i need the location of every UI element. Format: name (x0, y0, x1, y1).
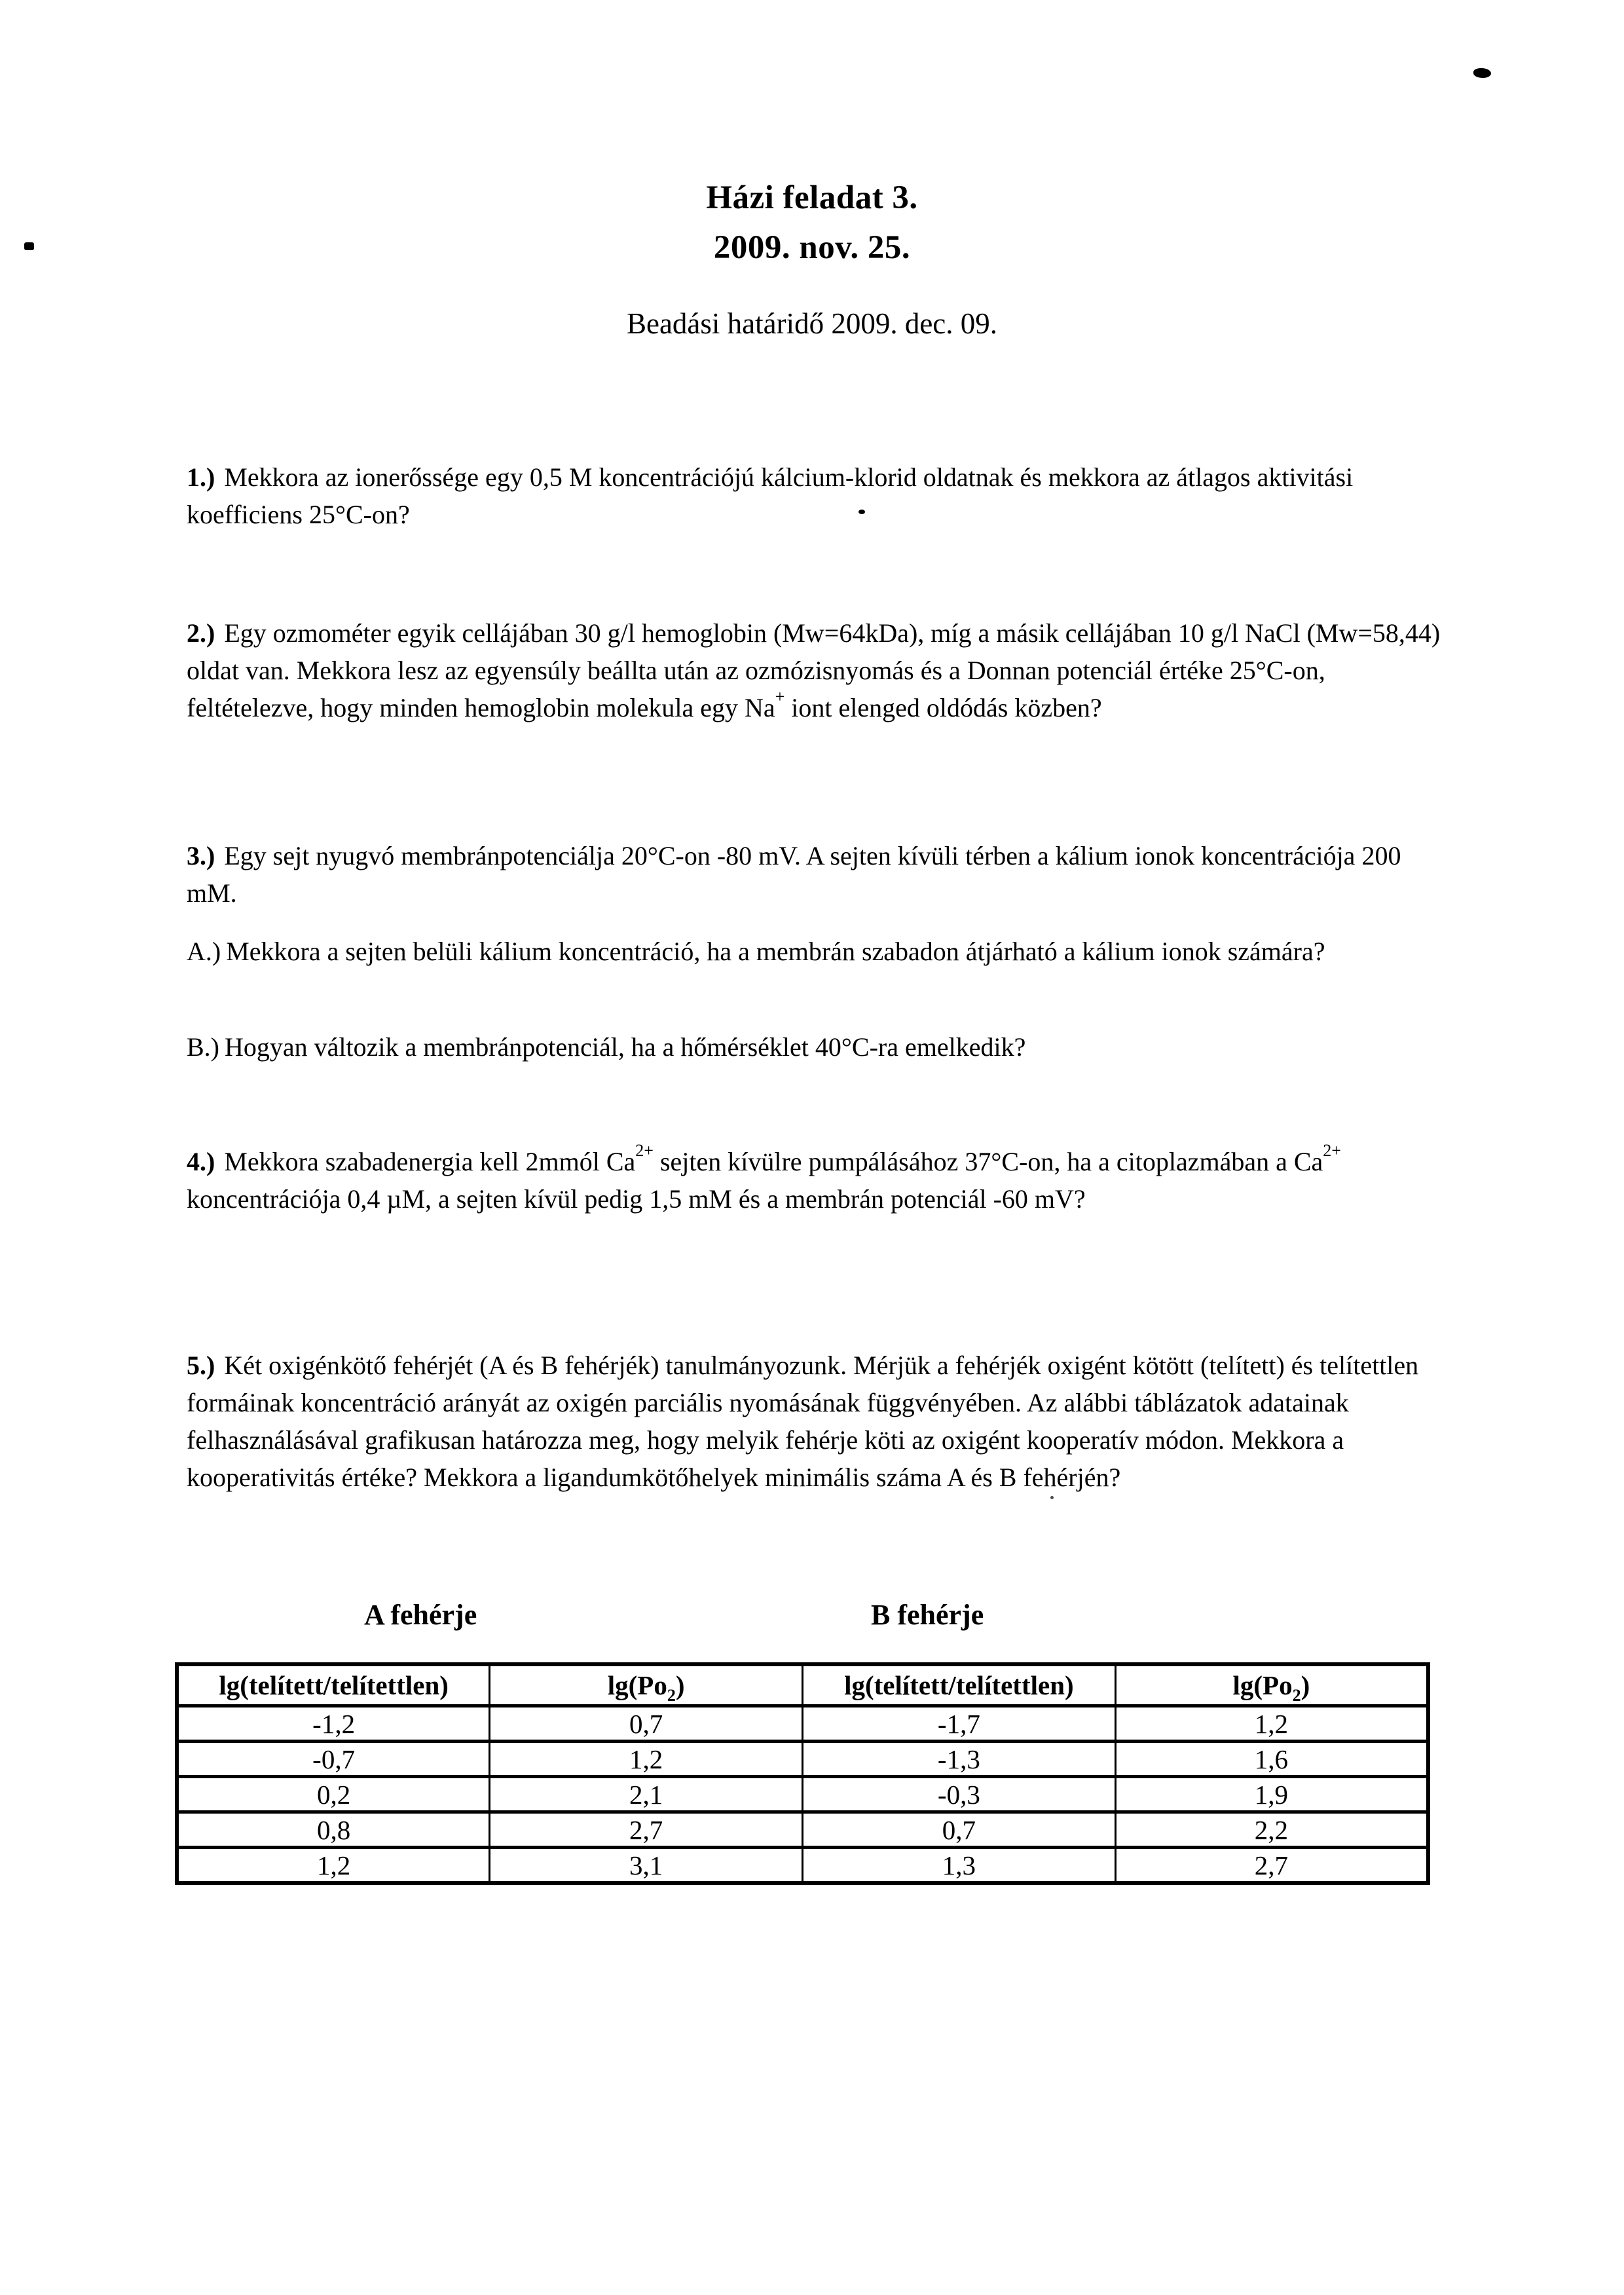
table-cell: 2,7 (490, 1812, 803, 1848)
superscript-2plus: 2+ (1323, 1141, 1341, 1160)
table-cell: 1,2 (177, 1848, 490, 1884)
question-2-text-cont: iont elenged oldódás közben? (784, 693, 1102, 722)
table-cell: 1,3 (803, 1848, 1116, 1884)
table-cell: 1,2 (490, 1742, 803, 1777)
question-3 (187, 837, 1447, 912)
question-1 (187, 458, 1447, 533)
question-4-text-end: koncentrációja 0,4 µM, a sejten kívül pedig 1,5 mM és a membrán potenciál -60 mV? (187, 1184, 1086, 1214)
table-cell: -1,2 (177, 1706, 490, 1742)
question-5-text: Két oxigénkötő fehérjét (A és B fehérjék) tanulmányozunk. Mérjük a fehérjék oxigént kötött (telített) és telítettlen formáinak koncentráció arányát az oxigén parciális nyomásának függvényében. Az alábbi táblázatok adatainak felhasználásával grafikusan határozza meg, hogy melyik fehérje köti az oxigént kooperatív módon. Mekkora a kooperativitás értéke? Mekkora a ligandumkötőhelyek minimális száma A és B fehérjén? (187, 1351, 1419, 1492)
question-1-label: 1.) (187, 462, 215, 492)
question-5 (187, 1347, 1447, 1496)
col-header-ratio-b (803, 1664, 1116, 1706)
table-cell: 0,2 (177, 1777, 490, 1812)
scan-artifact (1473, 68, 1491, 78)
table-cell: 0,7 (803, 1812, 1116, 1848)
title-line-2: 2009. nov. 25. (713, 229, 911, 266)
col-header-lgpo2-b (1115, 1664, 1428, 1706)
question-3a-text: Mekkora a sejten belüli kálium koncentráció, ha a membrán szabadon átjárható a kálium ionok számára? (226, 937, 1325, 966)
question-4-label: 4.) (187, 1147, 215, 1176)
table-cell: 2,2 (1115, 1812, 1428, 1848)
question-4-text: Mekkora szabadenergia kell 2mmól Ca (224, 1147, 636, 1176)
question-2-text: Egy ozmométer egyik cellájában 30 g/l hemoglobin (Mw=64kDa), míg a másik cellájában 10 g/l NaCl (Mw=58,44) oldat van. Mekkora lesz az egyensúly beállta után az ozmózisnyomás és a Donnan potenciál értéke 25°C-on, feltételezve, hogy minden hemoglobin molekula egy Na (187, 618, 1441, 722)
question-3b-text: Hogyan változik a membránpotenciál, ha a hőmérséklet 40°C-ra emelkedik? (225, 1032, 1026, 1062)
scan-artifact (1050, 1496, 1054, 1499)
question-4 (187, 1143, 1447, 1218)
col-header-label: lg(telített/telítettlen) (844, 1670, 1074, 1700)
question-1-text: Mekkora az ionerőssége egy 0,5 M koncentrációjú kálcium-klorid oldatnak és mekkora az átlagos aktivitási koefficiens 25°C-on? (187, 462, 1354, 529)
table-row (177, 1706, 1428, 1742)
col-header-label: ) (675, 1670, 685, 1700)
oxygen-binding-data-table (175, 1662, 1430, 1885)
table-cell: 0,8 (177, 1812, 490, 1848)
table-cell: 1,6 (1115, 1742, 1428, 1777)
protein-a-caption: A fehérje (364, 1599, 477, 1631)
deadline-line: Beadási határidő 2009. dec. 09. (626, 307, 998, 340)
table-cell: 1,2 (1115, 1706, 1428, 1742)
col-header-ratio-a (177, 1664, 490, 1706)
subscript-2: 2 (1292, 1686, 1301, 1705)
question-3-text: Egy sejt nyugvó membránpotenciálja 20°C-on -80 mV. A sejten kívüli térben a kálium ionok koncentrációja 200 mM. (187, 841, 1401, 908)
col-header-label: ) (1301, 1670, 1310, 1700)
table-cell: -1,7 (803, 1706, 1116, 1742)
superscript-2plus: 2+ (635, 1141, 654, 1160)
table-cell: -0,7 (177, 1742, 490, 1777)
title-line-1: Házi feladat 3. (706, 179, 918, 216)
superscript-plus: + (775, 687, 785, 706)
question-3a (187, 933, 1447, 970)
question-3a-label: A.) (187, 937, 221, 966)
question-2-label: 2.) (187, 618, 215, 648)
table-row (177, 1742, 1428, 1777)
table-cell: -1,3 (803, 1742, 1116, 1777)
col-header-lgpo2-a (490, 1664, 803, 1706)
question-3b (187, 1028, 1447, 1066)
table-row (177, 1848, 1428, 1884)
table-row (177, 1777, 1428, 1812)
question-5-label: 5.) (187, 1351, 215, 1380)
table-cell: 3,1 (490, 1848, 803, 1884)
table-row (177, 1812, 1428, 1848)
table-cell: 2,7 (1115, 1848, 1428, 1884)
col-header-label: lg(telített/telítettlen) (219, 1670, 449, 1700)
protein-b-caption: B fehérje (871, 1599, 984, 1631)
col-header-label: lg(Po (607, 1670, 667, 1700)
question-4-text-cont: sejten kívülre pumpálásához 37°C-on, ha a citoplazmában a Ca (653, 1147, 1323, 1176)
question-3-label: 3.) (187, 841, 215, 870)
col-header-label: lg(Po (1232, 1670, 1293, 1700)
document-title (0, 173, 1624, 272)
question-2 (187, 614, 1447, 726)
table-header-row (177, 1664, 1428, 1706)
table-cell: 2,1 (490, 1777, 803, 1812)
subscript-2: 2 (667, 1686, 676, 1705)
question-3b-label: B.) (187, 1032, 219, 1062)
table-cell: -0,3 (803, 1777, 1116, 1812)
table-cell: 1,9 (1115, 1777, 1428, 1812)
table-cell: 0,7 (490, 1706, 803, 1742)
